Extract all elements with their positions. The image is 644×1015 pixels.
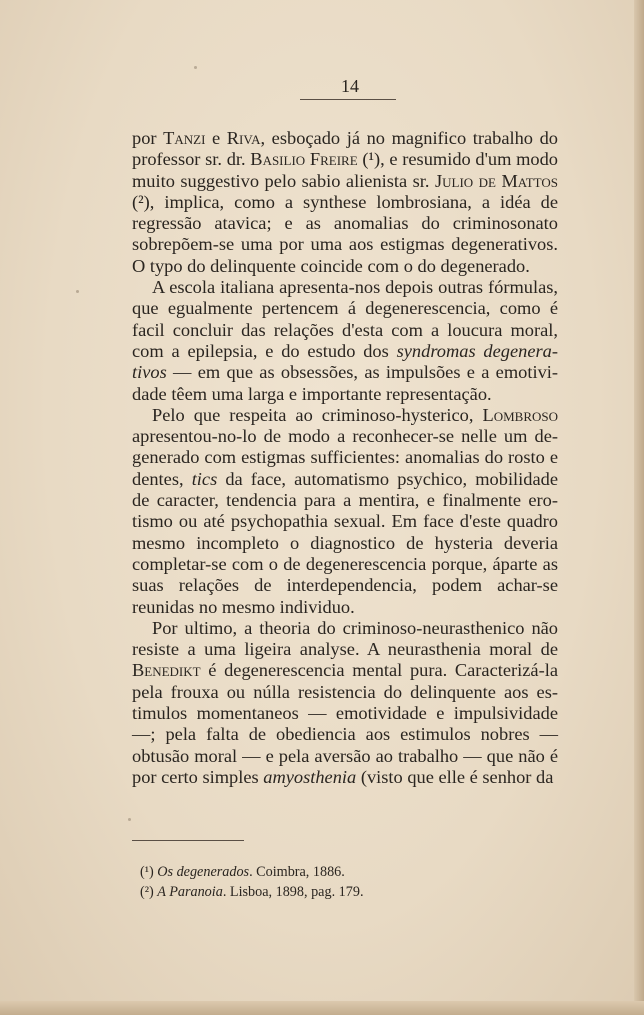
footnote-citation: . Coimbra, 1886. (249, 864, 345, 880)
paper-speck (128, 818, 131, 821)
page-edge-right (634, 0, 644, 1015)
footnote-title: Os degenerados (157, 864, 250, 880)
paragraph (132, 405, 558, 618)
footnote (140, 862, 560, 882)
italic-term: syndromas degenerativos (132, 340, 558, 383)
text-run: Pelo que respeita ao criminoso-hysterico, (152, 404, 483, 425)
text-run: por (132, 128, 164, 148)
italic-term: amyosthenia (263, 766, 357, 787)
paragraph (132, 618, 558, 788)
text-run: A escola italiana apresenta-nos depois outras fórmulas, que egualmente pertencem á degenerescencia, como é facil concluir das relações d'esta com a loucura moral, com a epilepsia, e do estudo dos (132, 277, 558, 361)
text-run: (visto que elle é senhor da (356, 766, 554, 787)
text-run: e (205, 128, 227, 148)
body-text (132, 128, 558, 788)
author-name: Benedikt (132, 660, 201, 681)
text-run: da face, automatismo psychico, mobilidade de caracter, tendencia para a mentira, e finalmente erotismo ou até psychopathia sexual. Em face d'este quadro mesmo incompleto o diagnostico de hysteria deveria completar-se com o de degenerescencia porque, ápartе as suas relações de interdependencia, podem achar-se reunidas no mesmo individuo. (132, 468, 558, 617)
footnote-mark: (²) (140, 884, 154, 900)
paper-speck (194, 66, 197, 69)
footnote-rule (132, 840, 244, 841)
header-rule (300, 99, 396, 100)
text-run: apresentou-no-lo de modo a reconhecer-se nelle um degenerado com estigmas sufficientes: anomalias do rosto e dentes, (132, 426, 558, 489)
text-run: Por ultimo, a theoria do criminoso-neurasthenico não resiste a uma ligeira analyse. A neurasthenia moral de (132, 617, 558, 660)
text-run: (²), implica, como a synthese lombrosiana, a idéa de regressão atavica; e as anomalias do criminosonato sobrepõem-se uma por uma aos estigmas degenerativos. O typo do delinquente coincide com o do degenerado. (132, 191, 558, 276)
italic-term: tics (191, 468, 218, 489)
paragraph (132, 128, 558, 277)
footnotes (140, 862, 560, 902)
text-run: é degenerescencia mental pura. Caracterizá-la pela frouxa ou núlla resistencia do delinquente aos estimulos momentaneos — emotividade e impulsividade —; pela falta de obediencia aos estimulos nobres — obtusão moral — e pela aversão ao trabalho — que não é por certo simples (132, 660, 558, 787)
page-number: 14 (341, 76, 359, 96)
author-name: Basilio Freire (250, 149, 358, 170)
footnote-mark: (¹) (140, 864, 154, 880)
footnote-citation: . Lisboa, 1898, pag. 179. (222, 884, 364, 900)
paper-speck (76, 290, 79, 293)
text-run: , esboçado já no magnifico trabalho do professor sr. dr. (132, 128, 558, 170)
text-run: — em que as obsessões, as impulsões e a emotividade têem uma larga e importante representação. (132, 362, 558, 404)
text-run: (¹), e resumido d'um modo muito suggestivo pelo sabio alienista sr. (132, 149, 558, 191)
author-name: Julio de Mattos (434, 170, 559, 191)
paragraph (132, 277, 558, 405)
footnote-title: A Paranoia (157, 884, 223, 900)
author-name: Tanzi (163, 128, 206, 148)
author-name: Riva (226, 128, 261, 148)
footnote (140, 882, 560, 902)
page-edge-bottom (0, 1001, 644, 1015)
author-name: Lombroso (482, 404, 558, 425)
